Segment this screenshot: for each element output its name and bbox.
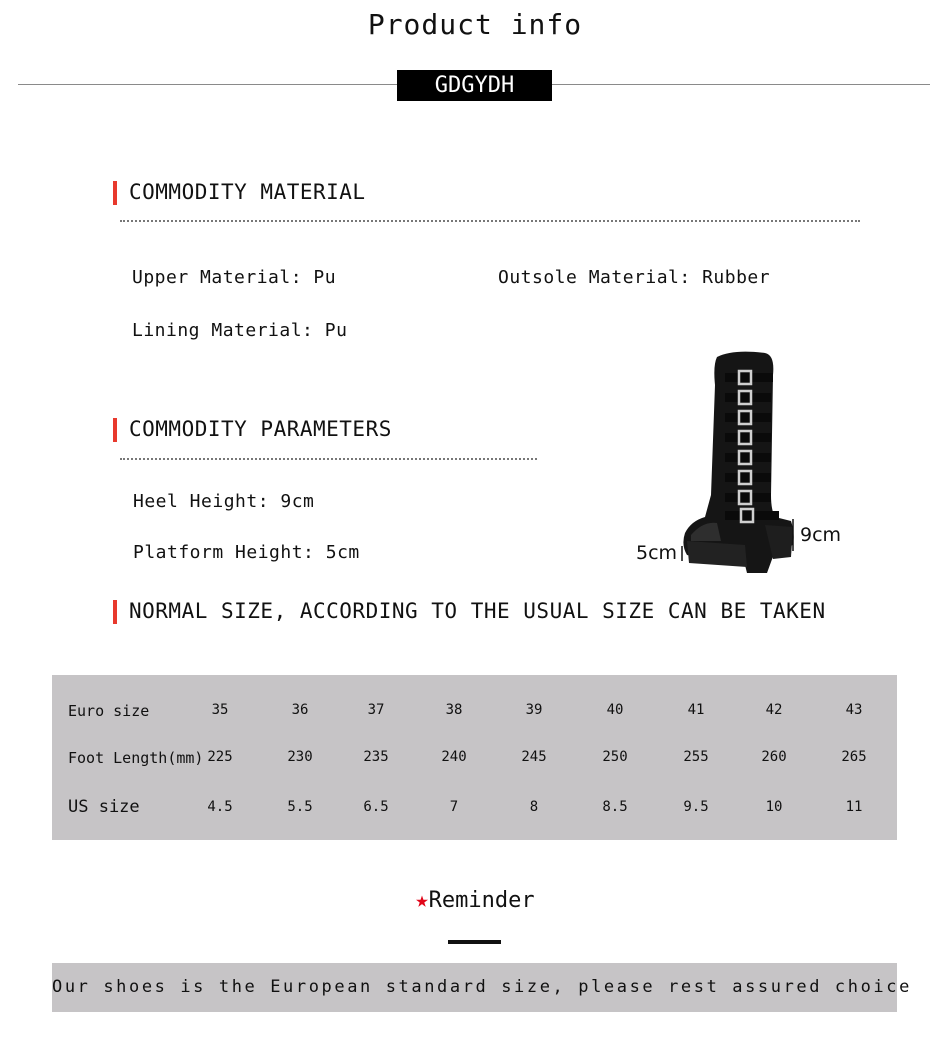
size-table [52, 675, 897, 840]
size-cell: 230 [287, 749, 313, 765]
size-cell: 7 [449, 799, 459, 815]
material-section-title: COMMODITY MATERIAL [129, 180, 366, 204]
size-cell: 265 [841, 749, 867, 765]
size-cell: 260 [761, 749, 787, 765]
size-cell: 225 [207, 749, 233, 765]
boot-platform [687, 541, 747, 567]
size-cell: 37 [367, 702, 385, 718]
reminder-title: Reminder [428, 888, 535, 913]
size-cell: 10 [765, 799, 783, 815]
reminder-note-box [52, 963, 912, 1012]
size-cell: 8 [529, 799, 539, 815]
reminder-note: Our shoes is the European standard size, please rest assured choice [52, 977, 912, 997]
lining-material: Lining Material: Pu [132, 320, 348, 341]
size-cell: 35 [211, 702, 229, 718]
platform-height: Platform Height: 5cm [133, 542, 360, 563]
size-cell: 6.5 [363, 799, 389, 815]
heel-dimension-label: 9cm [800, 524, 842, 546]
size-cell: 235 [363, 749, 389, 765]
size-cell: 240 [441, 749, 467, 765]
size-cell: 39 [525, 702, 543, 718]
page-title: Product info [367, 8, 583, 41]
size-cell: 42 [765, 702, 783, 718]
dotted-divider [120, 220, 860, 222]
heel-height: Heel Height: 9cm [133, 491, 315, 512]
size-cell: 11 [845, 799, 863, 815]
star-icon: ★ [415, 888, 429, 913]
platform-dimension-label: 5cm [636, 542, 678, 564]
reminder-heading [0, 888, 950, 913]
size-row-label: US size [68, 797, 140, 817]
brand-badge: GDGYDH [397, 70, 552, 101]
size-cell: 245 [521, 749, 547, 765]
size-section-title: NORMAL SIZE, ACCORDING TO THE USUAL SIZE CAN BE TAKEN [129, 599, 826, 623]
reminder-underline [448, 940, 501, 944]
size-cell: 4.5 [207, 799, 233, 815]
size-cell: 38 [445, 702, 463, 718]
parameters-section-title: COMMODITY PARAMETERS [129, 417, 392, 441]
size-cell: 5.5 [287, 799, 313, 815]
size-cell: 36 [291, 702, 309, 718]
size-cell: 40 [606, 702, 624, 718]
section-marker [113, 600, 117, 624]
section-marker [113, 418, 117, 442]
size-cell: 8.5 [602, 799, 628, 815]
size-row-label: Foot Length(mm) [68, 749, 204, 767]
size-cell: 41 [687, 702, 705, 718]
size-cell: 250 [602, 749, 628, 765]
upper-material: Upper Material: Pu [132, 267, 337, 288]
outsole-material: Outsole Material: Rubber [498, 267, 771, 288]
size-cell: 43 [845, 702, 863, 718]
dotted-divider [120, 458, 537, 460]
size-cell: 255 [683, 749, 709, 765]
size-cell: 9.5 [683, 799, 709, 815]
section-marker [113, 181, 117, 205]
size-row-label: Euro size [68, 702, 150, 720]
